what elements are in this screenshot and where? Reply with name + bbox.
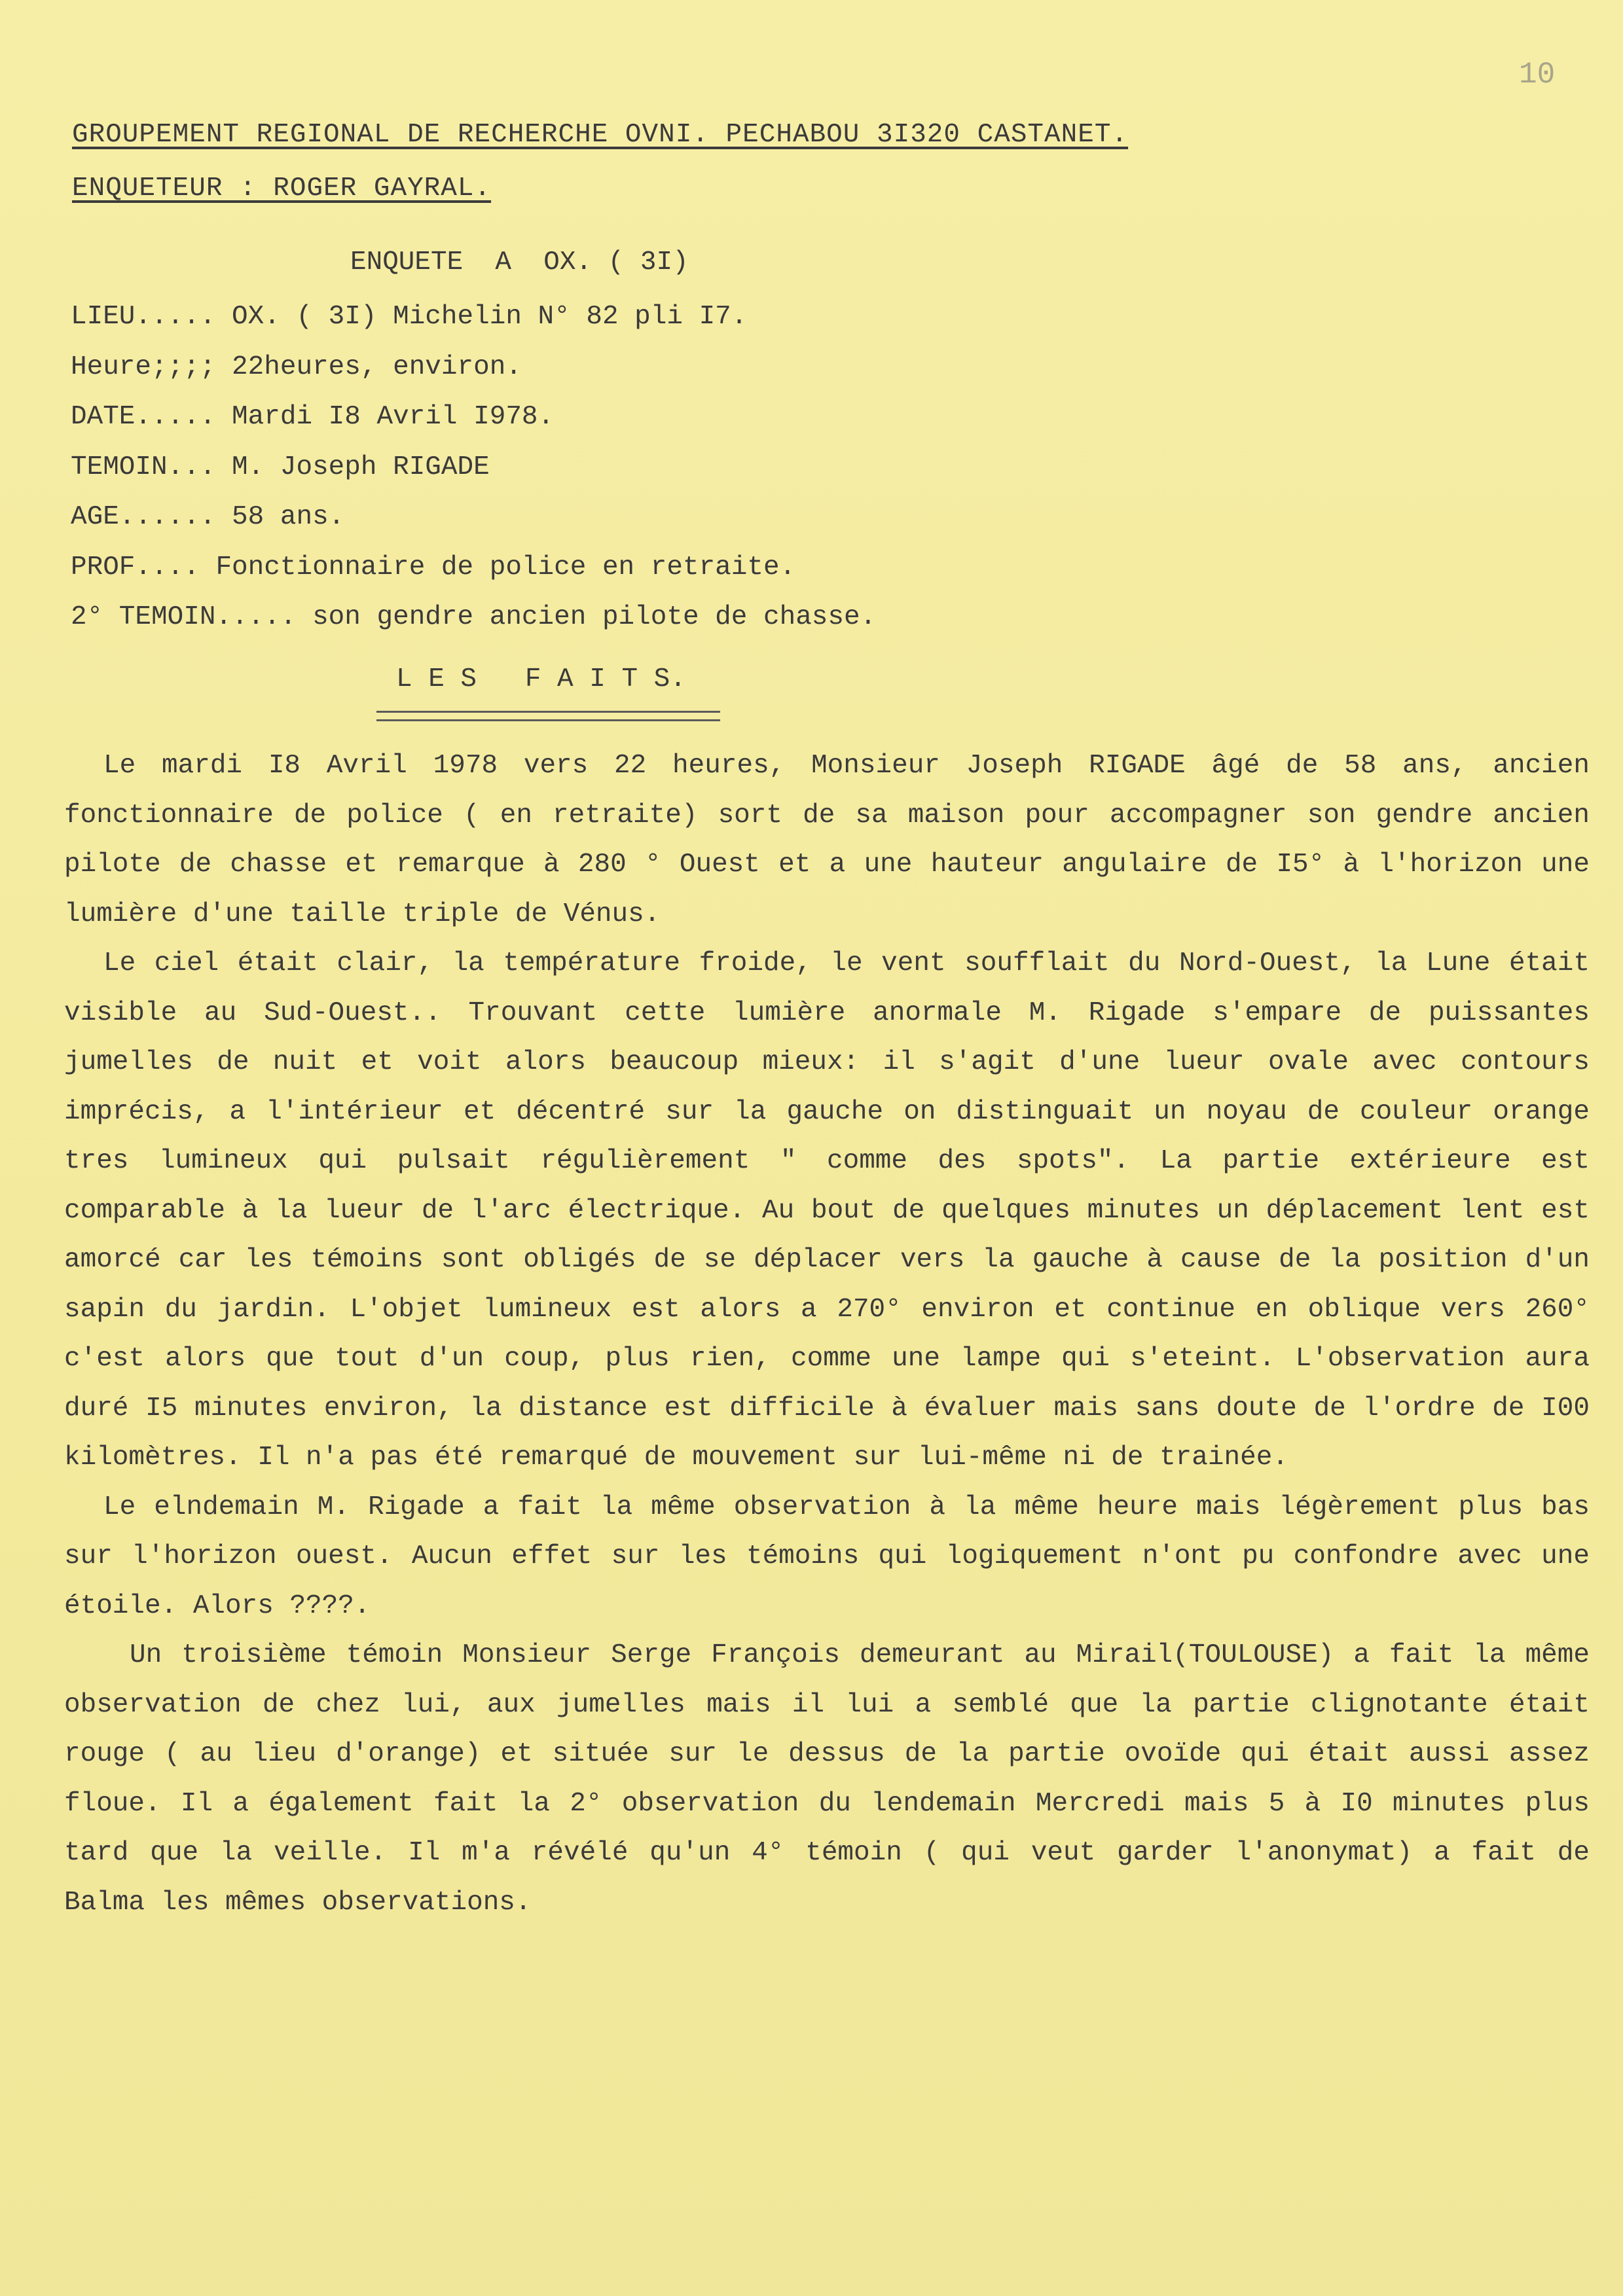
field-label: AGE...... xyxy=(71,502,216,532)
field-value: 58 ans. xyxy=(232,502,345,532)
section-underline xyxy=(376,711,720,721)
organization-header: GROUPEMENT REGIONAL DE RECHERCHE OVNI. PECHABOU 3I320 CASTANET. xyxy=(72,120,1129,150)
report-title: ENQUETE A OX. ( 3I) xyxy=(350,247,689,278)
field-label: TEMOIN... xyxy=(71,452,216,482)
field-label: PROF.... xyxy=(71,552,200,583)
field-row-second-witness xyxy=(71,592,876,643)
field-value: 22heures, environ. xyxy=(232,351,522,382)
paragraph: Le elndemain M. Rigade a fait la même observation à la même heure mais légèrement plus bas sur l'horizon ouest. Aucun effet sur les témoins qui logiquement n'ont pu confondre avec une étoile. Alors ????. xyxy=(64,1492,1590,1621)
field-value: OX. ( 3I) Michelin N° 82 pli I7. xyxy=(232,302,748,332)
field-row-temoin xyxy=(71,442,876,493)
page-number-mark: 10 xyxy=(1519,58,1556,92)
field-label: DATE..... xyxy=(71,402,216,432)
paragraph: Le mardi I8 Avril 1978 vers 22 heures, Monsieur Joseph RIGADE âgé de 58 ans, ancien fonctionnaire de police ( en retraite) sort de sa maison pour accompagner son gendre ancien pilote de chasse et remarque à 280 ° Ouest et a une hauteur angulaire de I5° à l'horizon une lumière d'une taille triple de Vénus. xyxy=(64,751,1590,929)
field-row-lieu xyxy=(71,292,876,342)
field-label: LIEU..... xyxy=(71,302,216,332)
letterhead xyxy=(72,108,1571,215)
field-value: M. Joseph RIGADE xyxy=(232,452,490,482)
field-label: Heure;;;; xyxy=(71,351,216,382)
report-body xyxy=(64,742,1590,1928)
field-value: Mardi I8 Avril I978. xyxy=(232,402,555,432)
field-value: Fonctionnaire de police en retraite. xyxy=(215,552,796,583)
paragraph: Un troisième témoin Monsieur Serge François demeurant au Mirail(TOULOUSE) a fait la même observation de chez lui, aux jumelles mais il lui a semblé que la partie clignotante était rouge ( au lieu d'orange) et située sur le dessus de la partie ovoïde qui était aussi assez floue. Il a également fait la 2° observation du lendemain Mercredi mais 5 à I0 minutes plus tard que la veille. Il m'a révélé qu'un 4° témoin ( qui veut garder l'anonymat) a fait de Balma les mêmes observations. xyxy=(64,1640,1590,1918)
field-row-heure xyxy=(71,342,876,393)
field-row-prof xyxy=(71,543,876,593)
paragraph: Le ciel était clair, la température froide, le vent soufflait du Nord-Ouest, la Lune était visible au Sud-Ouest.. Trouvant cette lumière anormale M. Rigade s'empare de puissantes jumelles de nuit et voit alors beaucoup mieux: il s'agit d'une lueur ovale avec contours imprécis, a l'intérieur et décentré sur la gauche on distinguait un noyau de couleur orange tres lumineux qui pulsait régulièrement " comme des spots". La partie extérieure est comparable à la lueur de l'arc électrique. Au bout de quelques minutes un déplacement lent est amorcé car les témoins sont obligés de se déplacer vers la gauche à cause de la position d'un sapin du jardin. L'objet lumineux est alors a 270° environ et continue en oblique vers 260° c'est alors que tout d'un coup, plus rien, comme une lampe qui s'eteint. L'observation aura duré I5 minutes environ, la distance est difficile à évaluer mais sans doute de l'ordre de I00 kilomètres. Il n'a pas été remarqué de mouvement sur lui-même ni de trainée. xyxy=(64,948,1590,1473)
field-value: son gendre ancien pilote de chasse. xyxy=(312,602,877,632)
case-fields xyxy=(71,292,876,643)
section-title: L E S F A I T S. xyxy=(396,664,686,694)
field-row-date xyxy=(71,392,876,442)
field-label: 2° TEMOIN..... xyxy=(71,602,297,632)
investigator-line: ENQUETEUR : ROGER GAYRAL. xyxy=(72,173,492,204)
field-row-age xyxy=(71,492,876,543)
